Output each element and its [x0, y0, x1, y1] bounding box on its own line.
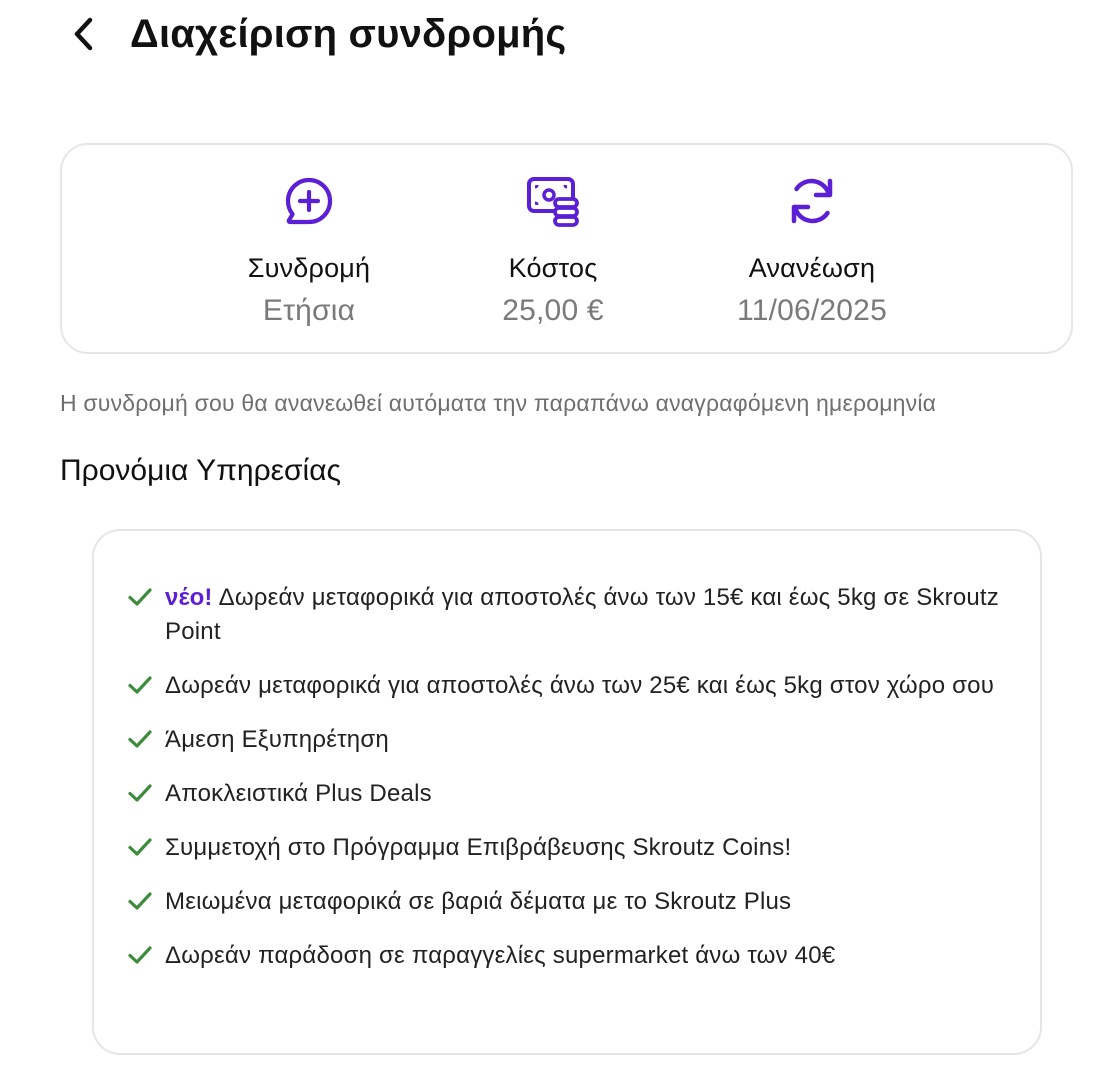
check-icon [126, 583, 154, 611]
list-item [126, 723, 1006, 757]
benefit-label: Δωρεάν μεταφορικά για αποστολές άνω των 25€ και έως 5kg στον χώρο σου [165, 672, 995, 699]
check-icon [126, 779, 154, 807]
new-badge: νέο! [165, 584, 213, 611]
summary-value: 25,00 € [502, 294, 604, 327]
list-item [126, 885, 1006, 919]
summary-label: Συνδρομή [247, 253, 371, 283]
summary-cost [433, 173, 673, 328]
auto-renewal-note: Η συνδρομή σου θα ανανεωθεί αυτόματα την παραπάνω αναγραφόμενη ημερομηνία [60, 390, 937, 416]
benefits-list [126, 581, 1006, 993]
check-icon [126, 887, 154, 915]
summary-value: Ετήσια [262, 294, 356, 327]
list-item [126, 581, 1006, 649]
benefits-title: Προνόμια Υπηρεσίας [60, 454, 342, 487]
list-item [126, 777, 1006, 811]
summary-label: Κόστος [508, 253, 598, 283]
chevron-left-icon [70, 14, 98, 54]
benefit-text [165, 581, 1006, 649]
subscription-summary-card [60, 143, 1073, 354]
page-header [64, 6, 566, 62]
chat-plus-icon [281, 173, 337, 229]
summary-value: 11/06/2025 [737, 294, 887, 327]
check-icon [126, 671, 154, 699]
list-item [126, 939, 1006, 973]
benefit-label: Άμεση Εξυπηρέτηση [165, 726, 389, 753]
refresh-icon [784, 173, 840, 229]
summary-subscription [189, 173, 429, 328]
check-icon [126, 725, 154, 753]
check-icon [126, 833, 154, 861]
summary-label: Ανανέωση [748, 253, 876, 283]
benefit-label: Δωρεάν παράδοση σε παραγγελίες supermarket άνω των 40€ [165, 942, 836, 969]
benefit-label: Συμμετοχή στο Πρόγραμμα Επιβράβευσης Skroutz Coins! [165, 834, 792, 861]
benefit-label: Αποκλειστικά Plus Deals [165, 780, 432, 807]
benefit-label: Δωρεάν μεταφορικά για αποστολές άνω των 15€ και έως 5kg σε Skroutz Point [165, 584, 999, 645]
back-button[interactable] [64, 14, 104, 54]
benefit-label: Μειωμένα μεταφορικά σε βαριά δέματα με το Skroutz Plus [165, 888, 792, 915]
page-title: Διαχείριση συνδρομής [130, 11, 567, 56]
summary-renewal [692, 173, 932, 328]
list-item [126, 831, 1006, 865]
benefits-card [92, 529, 1042, 1055]
list-item [126, 669, 1006, 703]
money-coins-icon [525, 173, 581, 229]
check-icon [126, 941, 154, 969]
